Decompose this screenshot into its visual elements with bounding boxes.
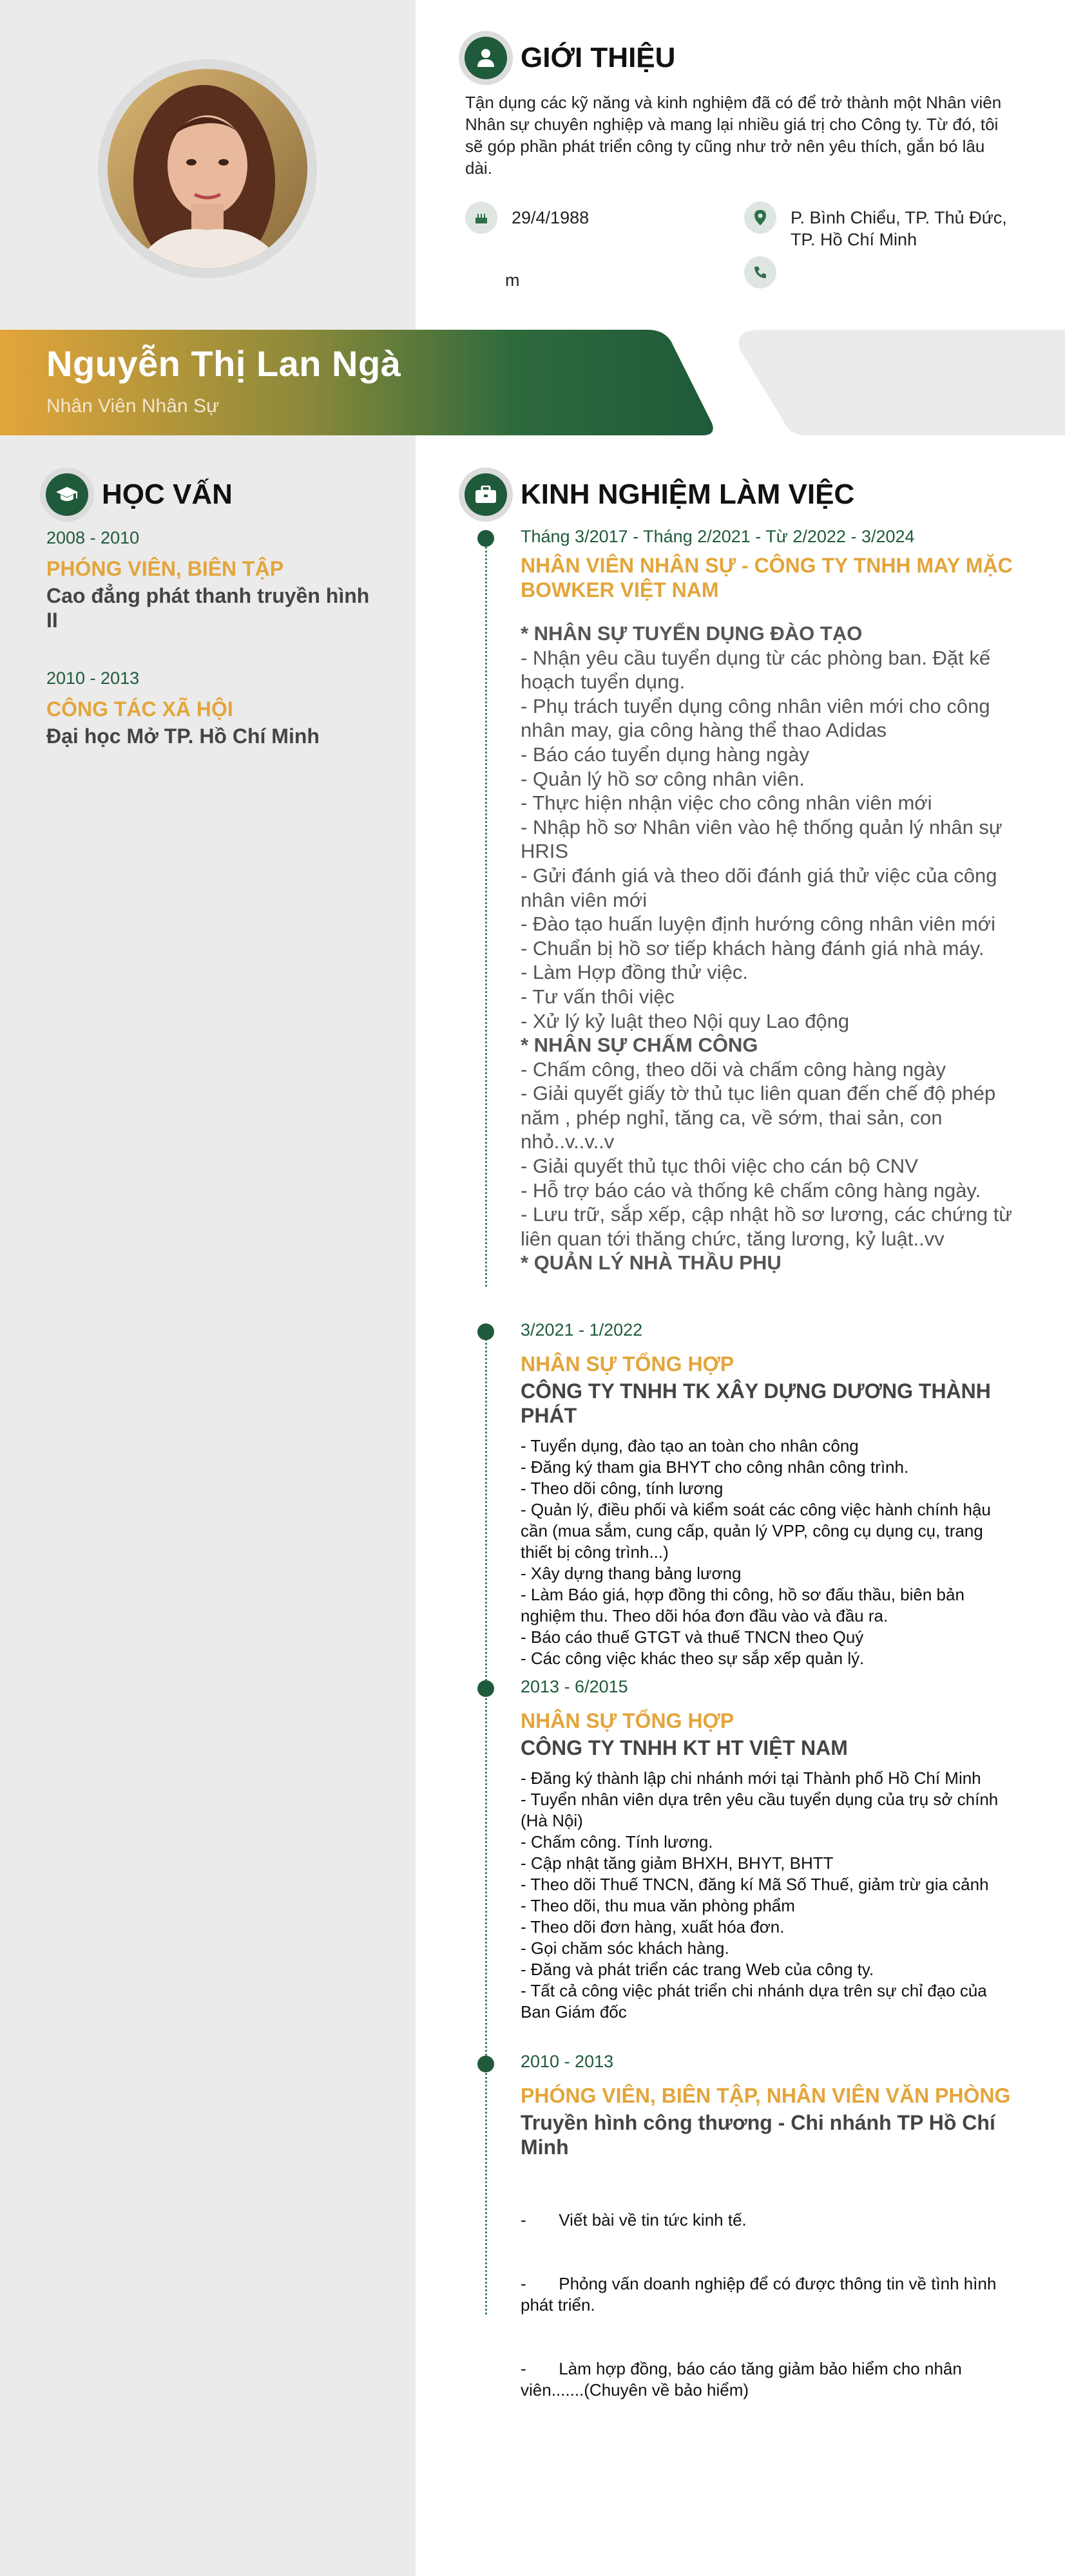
experience-item: [521, 2052, 1017, 2443]
education-role: CÔNG TÁC XÃ HỘI: [46, 697, 233, 721]
experience-item: [521, 527, 1017, 1287]
experience-date: 2010 - 2013: [521, 2052, 614, 2071]
briefcase-icon: [459, 468, 513, 522]
education-section-header: [40, 468, 233, 522]
phone-icon: [744, 256, 776, 289]
cake-icon: [465, 202, 497, 234]
intro-section-header: [459, 31, 675, 85]
timeline-line: [485, 1332, 487, 2315]
experience-title: NHÂN SỰ TỔNG HỢP: [521, 1709, 734, 1732]
intro-text: Tận dụng các kỹ năng và kinh nghiệm đã có để trở thành một Nhân viên Nhân sự chuyên nghiệp và mang lại nhiều giá trị cho Công ty. Từ đó, tôi sẽ góp phần phát triển công ty cũng như trở nên yêu thích, gắn bó lâu dài.: [465, 93, 1002, 178]
experience-description: - Viết bài về tin tức kinh tế. - Phỏng vấn doanh nghiệp để có được thông tin về tình hình phát triển. - Làm hợp đồng, báo cáo tăng giảm bảo hiểm cho nhân viên.......(Chuyên về bảo hiểm): [521, 2210, 1001, 2400]
experience-item: [521, 1320, 1017, 1669]
experience-date: 3/2021 - 1/2022: [521, 1320, 643, 1340]
user-icon: [459, 31, 513, 85]
timeline-dot: [477, 2056, 494, 2072]
experience-heading: KINH NGHIỆM LÀM VIỆC: [521, 478, 855, 510]
location-pin-icon: [744, 202, 776, 234]
contact-address: [744, 202, 1035, 251]
contact-phone: [744, 256, 791, 289]
graduation-cap-icon: [40, 468, 94, 522]
intro-heading: GIỚI THIỆU: [521, 42, 676, 73]
education-school: Đại học Mở TP. Hồ Chí Minh: [46, 724, 320, 748]
decorative-shape: [734, 330, 1065, 439]
contact-birthday: [465, 202, 589, 234]
experience-title: NHÂN SỰ TỔNG HỢP: [521, 1352, 734, 1376]
education-date: 2008 - 2010: [46, 528, 140, 547]
education-role: PHÓNG VIÊN, BIÊN TẬP: [46, 557, 284, 580]
experience-company: CÔNG TY TNHH TK XÂY DỰNG DƯƠNG THÀNH PHÁT: [521, 1379, 991, 1427]
birthday-text: 29/4/1988: [512, 208, 590, 227]
experience-date: Tháng 3/2017 - Tháng 2/2021 - Từ 2/2022 - 3/2024: [521, 527, 915, 546]
experience-title: PHÓNG VIÊN, BIÊN TẬP, NHÂN VIÊN VĂN PHÒNG: [521, 2084, 1011, 2107]
contact-email: [465, 243, 520, 291]
education-item: [46, 528, 381, 632]
education-heading: HỌC VẤN: [102, 478, 233, 510]
experience-item: [521, 1677, 1017, 2023]
timeline-dot: [477, 530, 494, 547]
experience-description: * NHÂN SỰ TUYỂN DỤNG ĐÀO TẠO - Nhận yêu cầu tuyển dụng từ các phòng ban. Đặt kế hoạch tuyển dụng. - Phụ trách tuyển dụng công nhân viên mới cho công nhân may, gia công hàng thể thao Adidas - Báo cáo tuyển dụng hàng ngày - Quản lý hồ sơ công nhân viên. - Thực hiện nhận việc cho công nhân viên mới - Nhập hồ sơ Nhân viên vào hệ thống quản lý nhân sự HRIS - Gửi đánh giá và theo dõi đánh giá thử việc của công nhân viên mới - Đào tạo huấn luyện định hướng công nhân viên mới - Chuẩn bị hồ sơ tiếp khách hàng đánh giá nhà máy. - Làm Hợp đồng thử việc. - Tư vấn thôi việc - Xử lý kỷ luật theo Nội quy Lao động * NHÂN SỰ CHẤM CÔNG - Chấm công, theo dõi và chấm công hàng ngày - Giải quyết giấy tờ thủ tục liên quan đến chế độ phép năm , phép nghỉ, tăng ca, về sớm, thai sản, con nhỏ..v..v..v - Giải quyết thủ tục thôi việc cho cán bộ CNV - Hỗ trợ báo cáo và thống kê chấm công hàng ngày. - Lưu trữ, sắp xếp, cập nhật hồ sơ lương, các chứng từ liên quan tới thăng chức, tăng lương, kỷ luật..vv * QUẢN LÝ NHÀ THẦU PHỤ: [521, 622, 1013, 1274]
job-title: Nhân Viên Nhân Sự: [46, 395, 220, 417]
email-text[interactable]: m: [505, 270, 520, 290]
timeline-dot: [477, 1680, 494, 1697]
education-item: [46, 668, 381, 748]
experience-section-header: [459, 468, 854, 522]
education-school: Cao đẳng phát thanh truyền hình II: [46, 584, 370, 632]
education-date: 2010 - 2013: [46, 668, 140, 688]
timeline-dot: [477, 1323, 494, 1340]
avatar: [108, 69, 307, 269]
experience-company: Truyền hình công thương - Chi nhánh TP Hồ Chí Minh: [521, 2111, 995, 2159]
experience-company: CÔNG TY TNHH KT HT VIỆT NAM: [521, 1736, 848, 1759]
experience-title: NHÂN VIÊN NHÂN SỰ - CÔNG TY TNHH MAY MẶC BOWKER VIỆT NAM: [521, 554, 1013, 601]
timeline-line: [485, 538, 487, 1287]
experience-date: 2013 - 6/2015: [521, 1677, 628, 1696]
experience-description: - Đăng ký thành lập chi nhánh mới tại Thành phố Hồ Chí Minh - Tuyển nhân viên dựa trên yêu cầu tuyển dụng của trụ sở chính (Hà Nội) - Chấm công. Tính lương. - Cập nhật tăng giảm BHXH, BHYT, BHTT - Theo dõi Thuế TNCN, đăng kí Mã Số Thuế, giảm trừ gia cảnh - Theo dõi, thu mua văn phòng phẩm - Theo dõi đơn hàng, xuất hóa đơn. - Gọi chăm sóc khách hàng. - Đăng và phát triển các trang Web của công ty. - Tất cả công việc phát triển chi nhánh dựa trên sự chỉ đạo của Ban Giám đốc: [521, 1768, 999, 2022]
experience-description: - Tuyển dụng, đào tạo an toàn cho nhân công - Đăng ký tham gia BHYT cho công nhân công trình. - Theo dõi công, tính lương - Quản lý, điều phối và kiểm soát các công việc hành chính hậu cần (mua sắm, cung cấp, quản lý VPP, công cụ dụng cụ, trang thiết bị công trình...) - Xây dựng thang bảng lương - Làm Báo giá, hợp đồng thi công, hồ sơ đấu thầu, biên bản nghiệm thu. Theo dõi hóa đơn đầu vào và đầu ra. - Báo cáo thuế GTGT và thuế TNCN theo Quý - Các công việc khác theo sự sắp xếp quản lý.: [521, 1436, 991, 1668]
full-name: Nguyễn Thị Lan Ngà: [46, 343, 401, 384]
address-text: P. Bình Chiểu, TP. Thủ Đức, TP. Hồ Chí Minh: [791, 208, 1007, 249]
email-icon: [465, 243, 497, 276]
